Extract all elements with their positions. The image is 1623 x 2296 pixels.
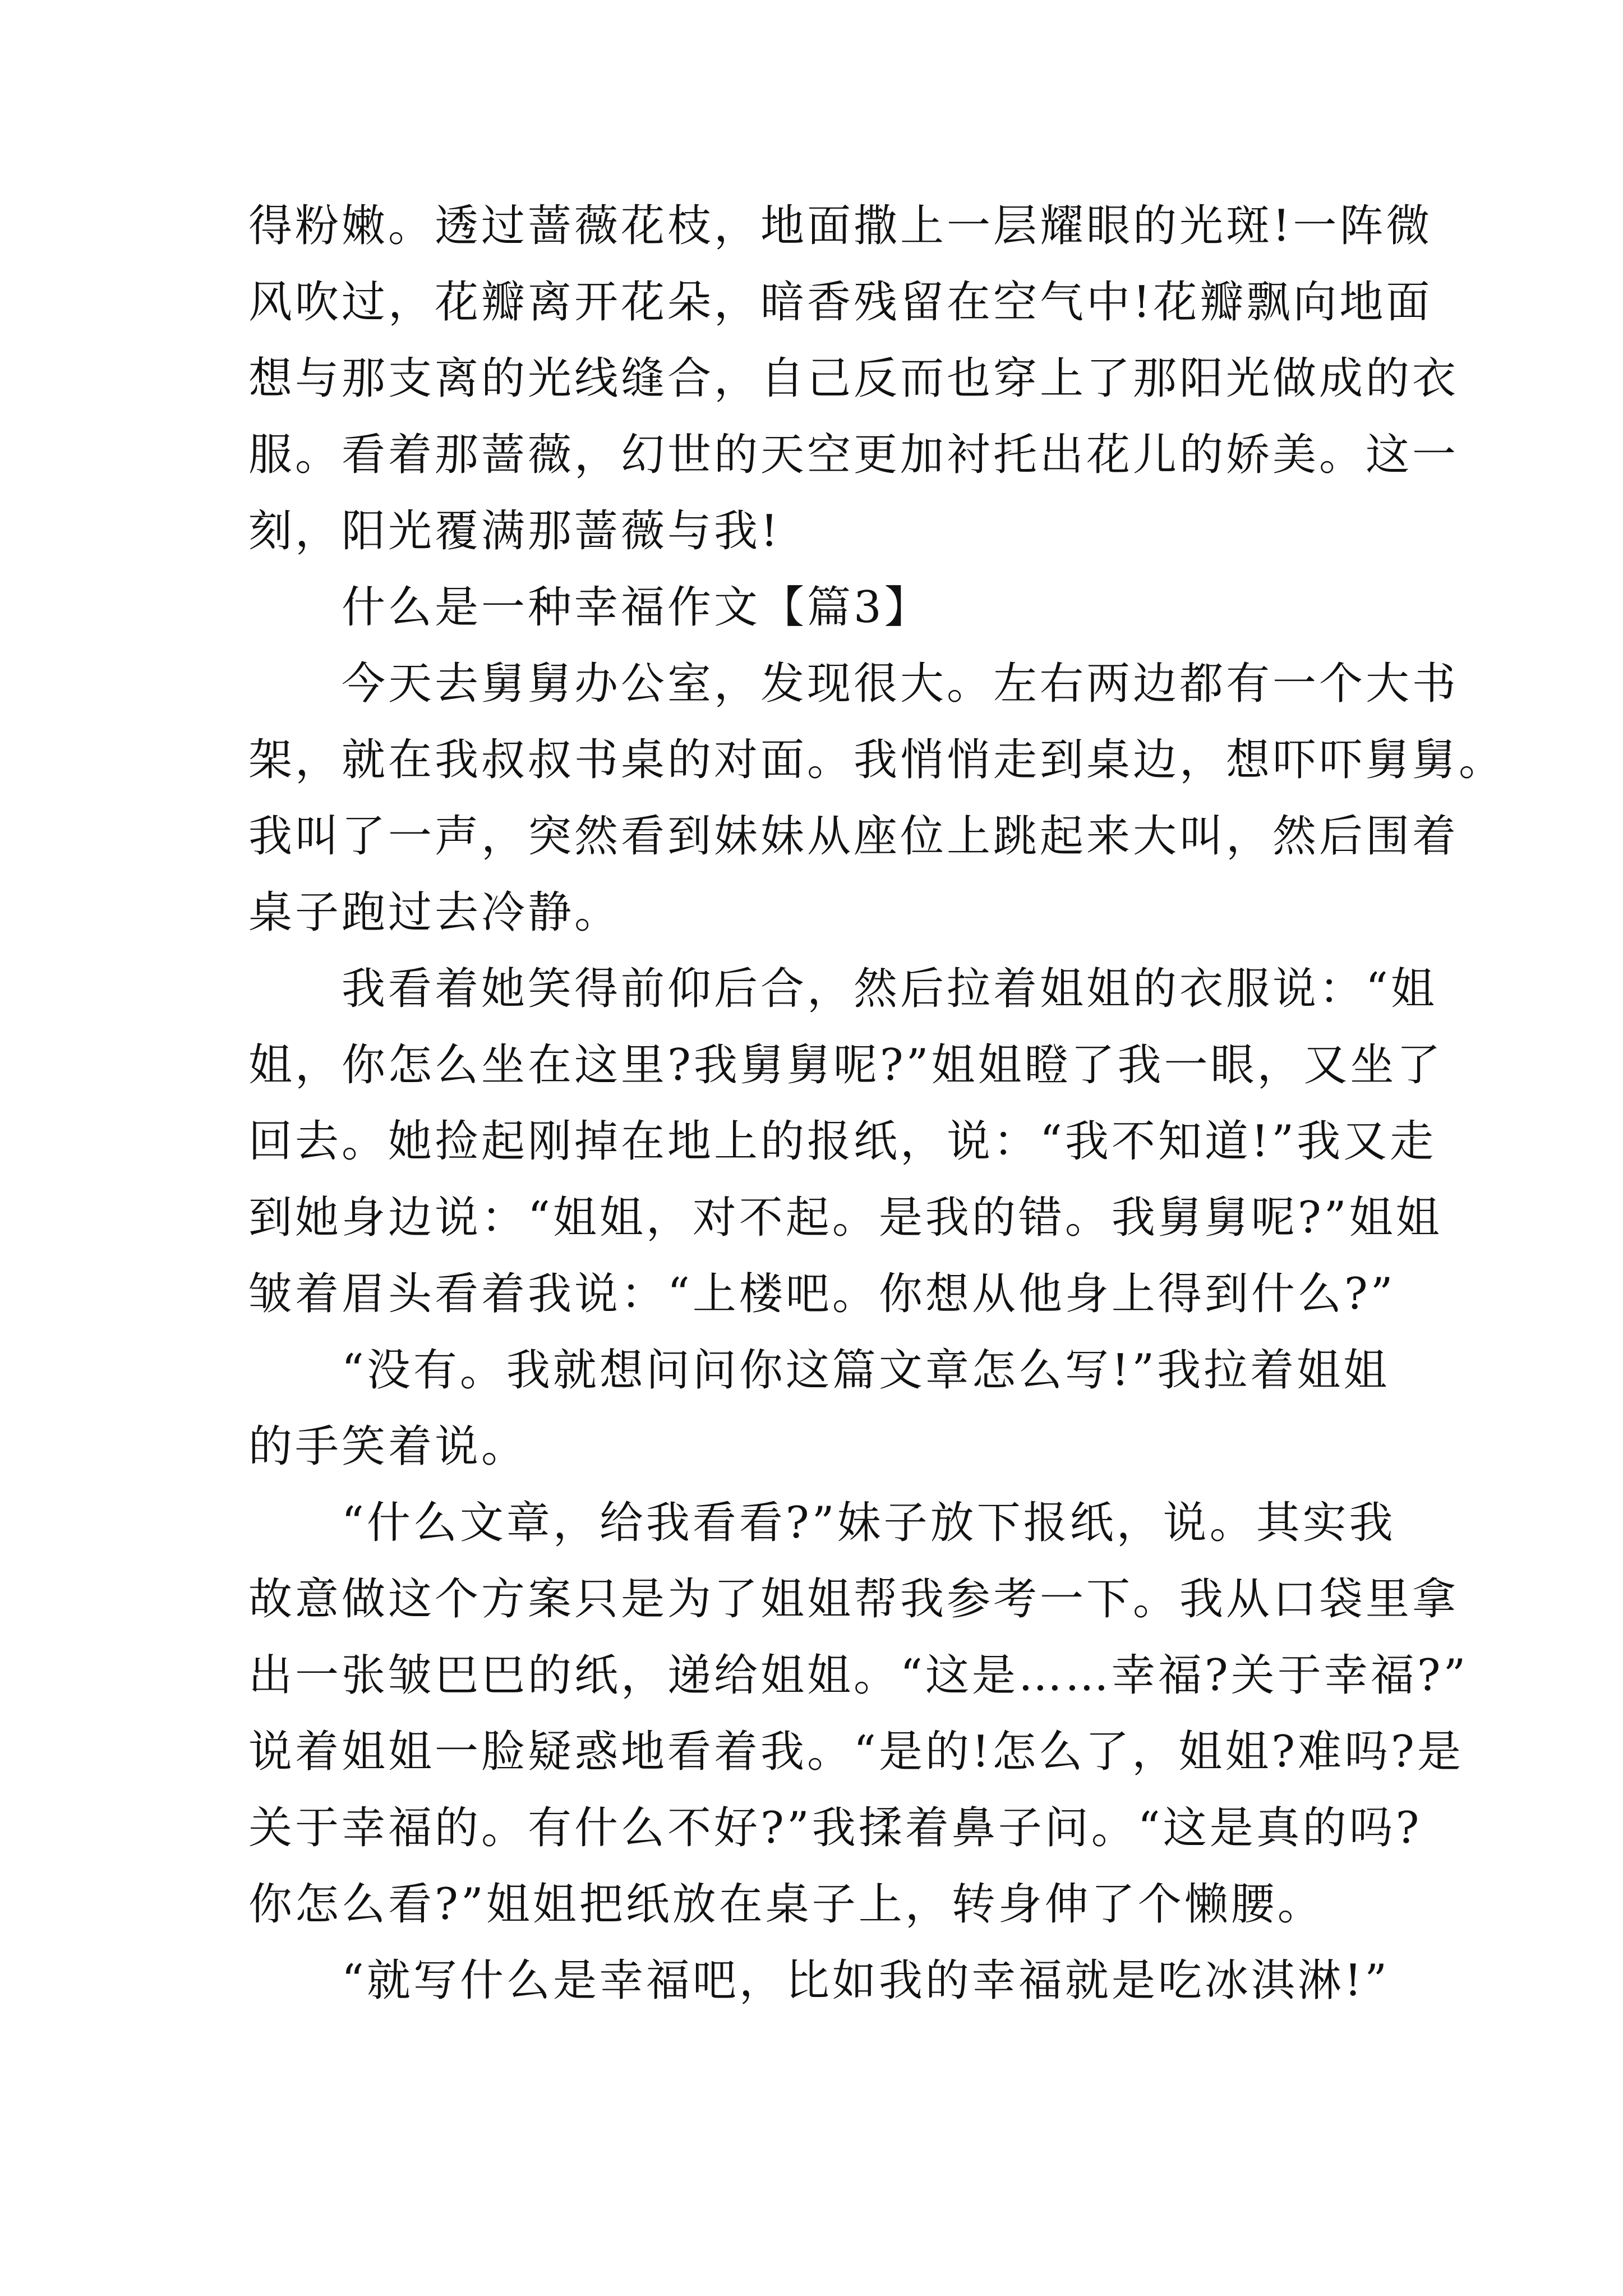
text-line: 桌子跑过去冷静。 <box>248 887 621 938</box>
text-line: 回去。她捡起刚掉在地上的报纸，说：“我不知道!”我又走 <box>248 1116 1437 1167</box>
text-line: 出一张皱巴巴的纸，递给姐姐。“这是……幸福?关于幸福?” <box>248 1650 1469 1701</box>
paragraph-3 <box>248 1332 1390 1485</box>
paragraph-2 <box>248 951 1444 1332</box>
text-line: 得粉嫩。透过蔷薇花枝，地面撒上一层耀眼的光斑!一阵微 <box>248 201 1433 251</box>
text-line: 故意做这个方案只是为了姐姐帮我参考一下。我从口袋里拿 <box>248 1574 1459 1625</box>
text-line: “没有。我就想问问你这篇文章怎么写!”我拉着姐姐 <box>342 1345 1390 1396</box>
text-line: 架，就在我叔叔书桌的对面。我悄悄走到桌边，想吓吓舅舅。 <box>248 735 1506 785</box>
text-line: 你怎么看?”姐姐把纸放在桌子上，转身伸了个懒腰。 <box>248 1879 1324 1930</box>
text-line: “什么文章，给我看看?”妹子放下报纸，说。其实我 <box>342 1498 1396 1548</box>
text-line: 关于幸福的。有什么不好?”我揉着鼻子问。“这是真的吗? <box>248 1803 1422 1853</box>
paragraph-continuation <box>248 188 1459 569</box>
text-line: 的手笑着说。 <box>248 1421 528 1472</box>
text-line: 想与那支离的光线缝合，自己反而也穿上了那阳光做成的衣 <box>248 353 1459 404</box>
section-heading: 什么是一种幸福作文【篇3】 <box>342 582 931 633</box>
text-line: 我看着她笑得前仰后合，然后拉着姐姐的衣服说：“姐 <box>342 964 1437 1014</box>
document-body <box>248 188 1506 2019</box>
text-line: 到她身边说：“姐姐，对不起。是我的错。我舅舅呢?”姐姐 <box>248 1193 1442 1243</box>
paragraph-4 <box>248 1485 1469 1943</box>
paragraph-1 <box>248 646 1506 951</box>
text-line: “就写什么是幸福吧，比如我的幸福就是吃冰淇淋!” <box>342 1955 1390 2006</box>
text-line: 说着姐姐一脸疑惑地看着我。“是的!怎么了，姐姐?难吗?是 <box>248 1727 1464 1777</box>
text-line: 我叫了一声，突然看到妹妹从座位上跳起来大叫，然后围着 <box>248 811 1459 862</box>
text-line: 风吹过，花瓣离开花朵，暗香残留在空气中!花瓣飘向地面 <box>248 277 1433 328</box>
text-line: 今天去舅舅办公室，发现很大。左右两边都有一个大书 <box>342 659 1459 709</box>
text-line: 服。看着那蔷薇，幻世的天空更加衬托出花儿的娇美。这一 <box>248 430 1459 480</box>
text-line: 姐，你怎么坐在这里?我舅舅呢?”姐姐瞪了我一眼，又坐了 <box>248 1040 1444 1091</box>
text-line: 皱着眉头看着我说：“上楼吧。你想从他身上得到什么?” <box>248 1269 1396 1319</box>
text-line: 刻，阳光覆满那蔷薇与我! <box>248 506 781 556</box>
paragraph-5 <box>248 1943 1390 2019</box>
